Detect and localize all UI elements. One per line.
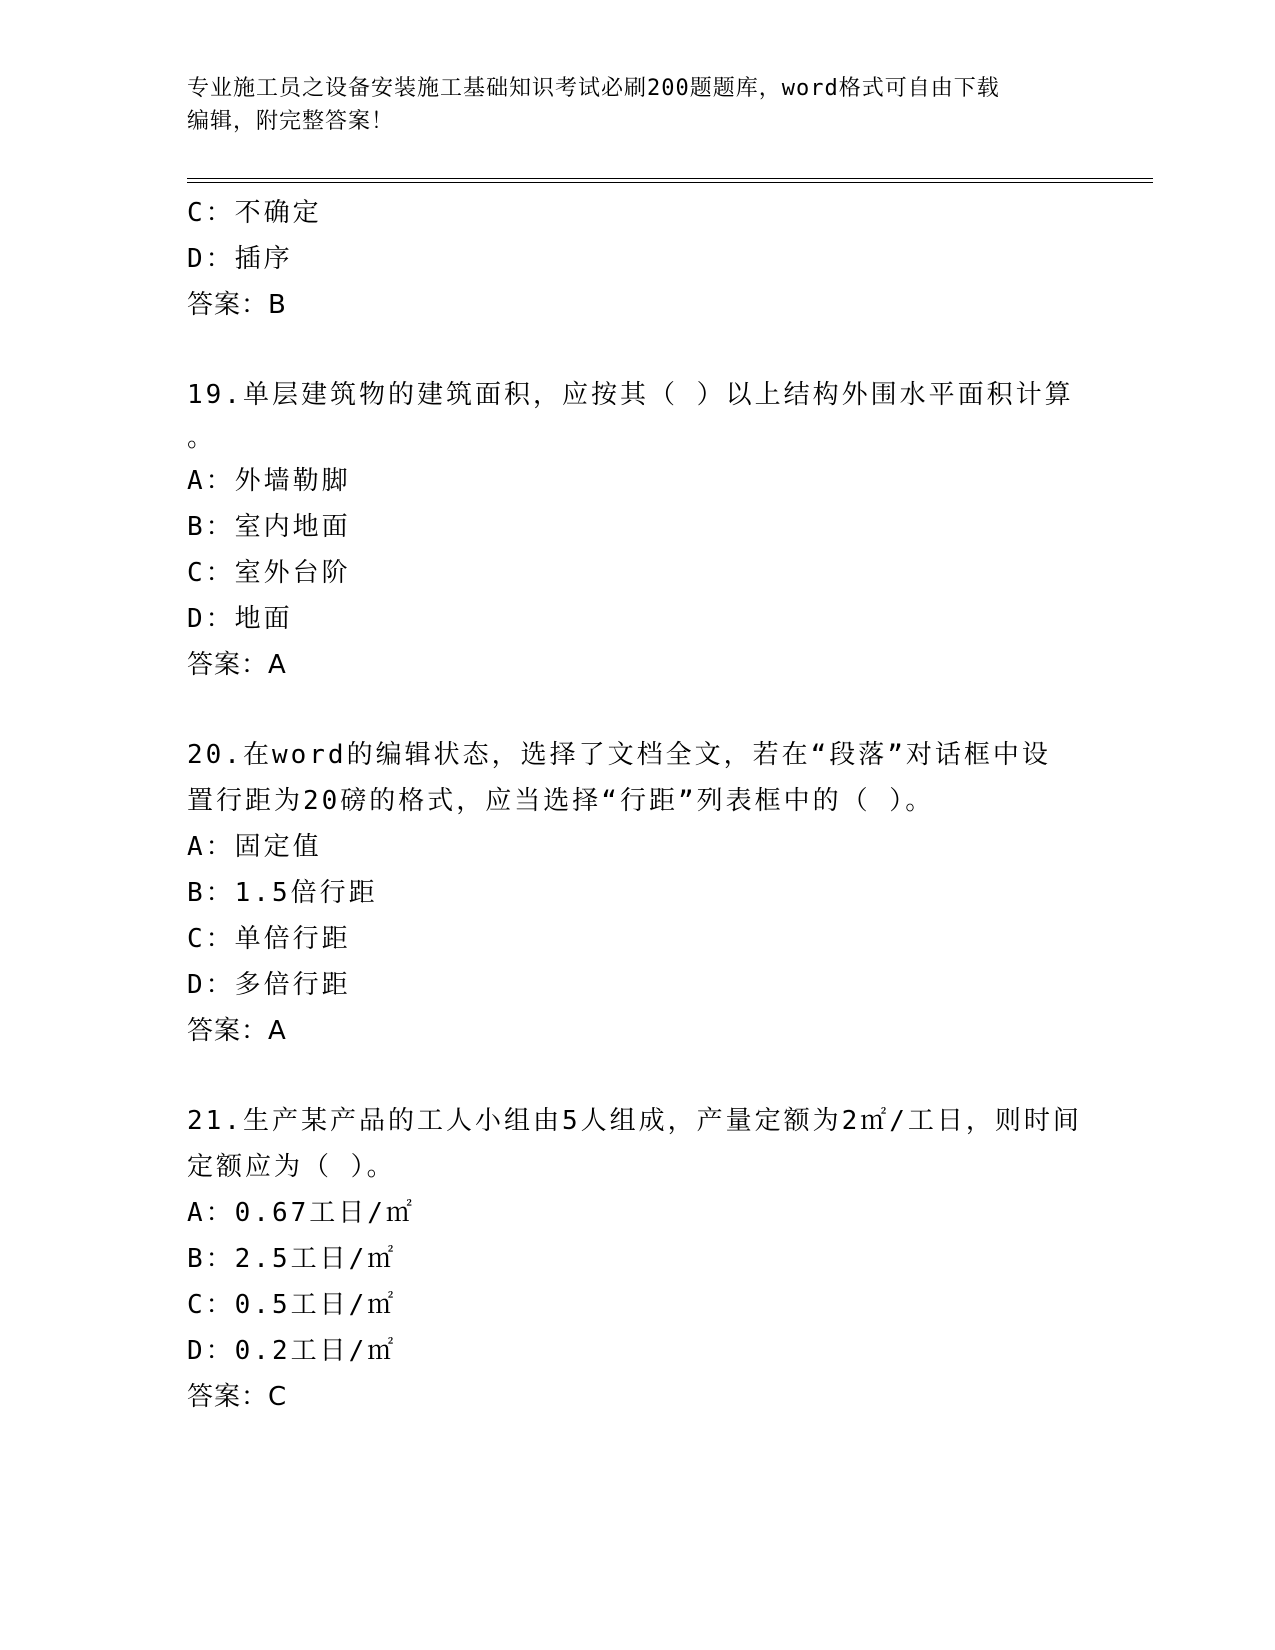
question-text: 20.在word的编辑状态，选择了文档全文，若在“段落”对话框中设 [187,740,1051,770]
answer: 答案：A [187,650,287,680]
option-d: D：多倍行距 [187,970,351,1000]
answer: 答案：A [187,1016,287,1046]
option-a: A：固定值 [187,832,322,862]
question-20 [187,732,1087,1054]
question-list [187,190,1087,1420]
question-text-continued: 定额应为（ ）。 [187,1152,396,1182]
question-text: 19.单层建筑物的建筑面积，应按其（ ）以上结构外围水平面积计算 [187,380,1074,410]
question-text-continued: 置行距为20磅的格式，应当选择“行距”列表框中的（ ）。 [187,786,935,816]
question-text-continued: 。 [187,423,217,453]
option-d: D：插序 [187,244,293,274]
option-a: A：0.67工日/㎡ [187,1198,415,1228]
option-c: C：室外台阶 [187,558,351,588]
option-d: D：0.2工日/㎡ [187,1336,397,1366]
answer: 答案：B [187,290,287,320]
option-b: B：2.5工日/㎡ [187,1244,397,1274]
option-c: C：单倍行距 [187,924,351,954]
answer: 答案：C [187,1382,288,1412]
header-divider-bottom [187,182,1153,183]
question-19 [187,372,1087,688]
question-text: 21.生产某产品的工人小组由5人组成，产量定额为2㎡/工日，则时间 [187,1106,1082,1136]
option-b: B：室内地面 [187,512,351,542]
option-b: B：1.5倍行距 [187,878,378,908]
option-c: C：不确定 [187,198,322,228]
question-21 [187,1098,1087,1420]
option-c: C：0.5工日/㎡ [187,1290,397,1320]
page-header [187,72,1077,138]
header-title-line-2: 编辑，附完整答案！ [187,109,395,134]
header-title-line-1: 专业施工员之设备安装施工基础知识考试必刷200题题库，word格式可自由下载 [187,76,1000,101]
header-divider-top [187,178,1153,179]
question-18-tail [187,190,1087,328]
option-d: D：地面 [187,604,293,634]
option-a: A：外墙勒脚 [187,466,351,496]
